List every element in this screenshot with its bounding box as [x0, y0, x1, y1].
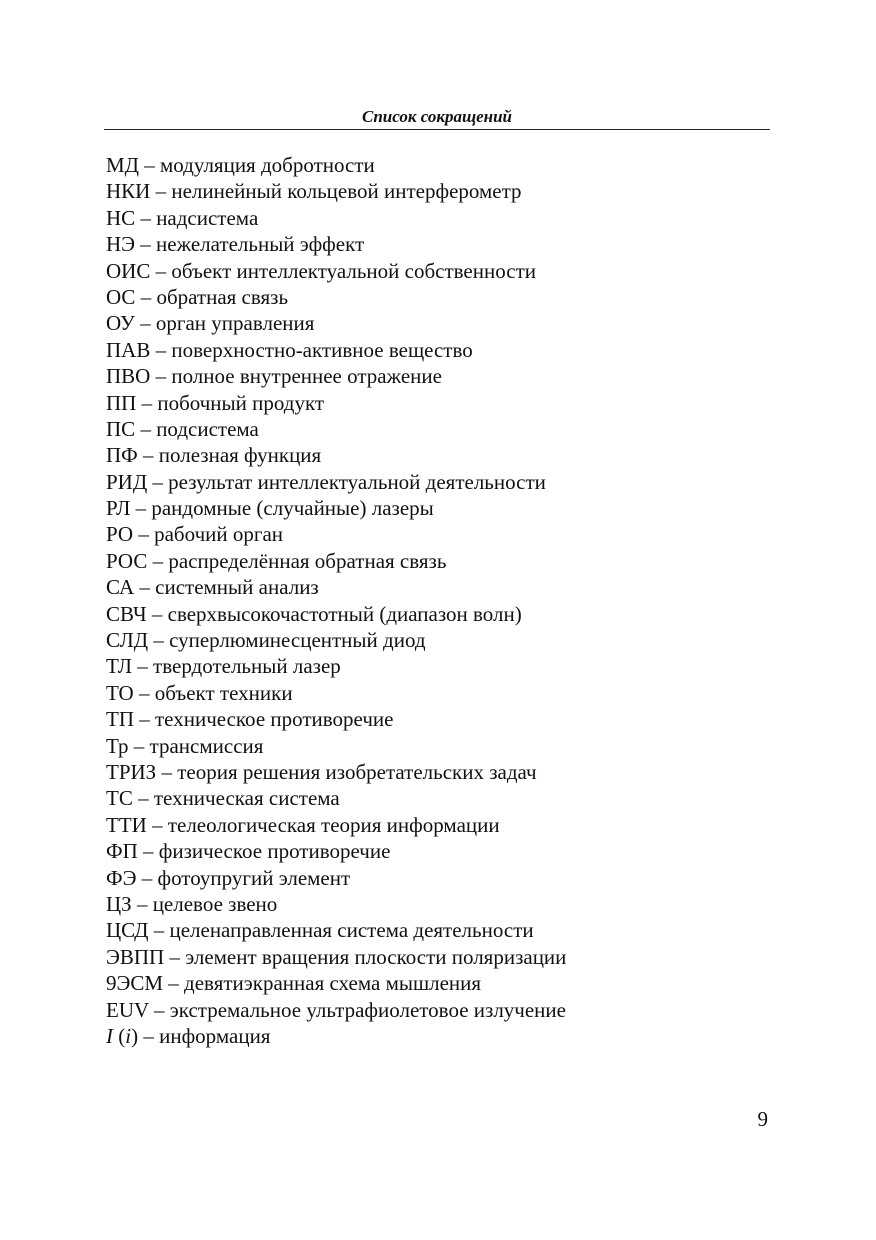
running-header — [104, 104, 770, 130]
abbr-term: ПВО — [106, 364, 151, 389]
abbr-separator: – — [148, 997, 170, 1022]
list-item — [106, 891, 770, 917]
list-item — [106, 917, 770, 943]
abbr-term: СЛД — [106, 628, 149, 653]
abbr-definition: распределённая обратная связь — [168, 548, 447, 573]
abbr-term: ЦЗ — [106, 891, 132, 916]
abbr-separator: – — [150, 258, 172, 283]
abbr-definition: твердотельный лазер — [153, 654, 341, 679]
list-item — [106, 944, 770, 970]
abbr-separator: – — [128, 733, 150, 758]
abbr-definition: нежелательный эффект — [156, 232, 365, 257]
abbr-term: МД — [106, 153, 139, 177]
abbr-definition: рандомные (случайные) лазеры — [151, 496, 434, 521]
list-item — [106, 706, 770, 732]
list-item — [106, 680, 770, 706]
abbr-separator: – — [132, 654, 154, 679]
abbr-separator: – — [134, 707, 155, 732]
abbr-term: НС — [106, 205, 136, 230]
abbr-term: ФП — [106, 839, 138, 864]
abbr-term: ТРИЗ — [106, 759, 157, 784]
abbr-term: ТТИ — [106, 812, 147, 837]
list-item — [106, 627, 770, 653]
abbr-definition: полное внутреннее отражение — [171, 364, 442, 389]
abbr-term: 9ЭСМ — [106, 971, 164, 996]
abbr-definition: элемент вращения плоскости поляризации — [185, 944, 567, 969]
abbr-separator: – — [148, 918, 170, 943]
list-item — [106, 363, 770, 389]
abbr-definition: теория решения изобретательских задач — [177, 759, 537, 784]
abbr-term: ПС — [106, 416, 136, 441]
abbr-separator: – — [163, 971, 185, 996]
abbr-separator: – — [130, 496, 152, 521]
list-item — [106, 653, 770, 679]
list-item — [106, 442, 770, 468]
abbr-definition: экстремальное ультрафиолетовое излучение — [169, 997, 566, 1022]
abbr-separator: – — [137, 839, 159, 864]
list-item — [106, 469, 770, 495]
abbr-term: РИД — [106, 469, 148, 494]
abbr-definition: побочный продукт — [157, 390, 325, 415]
abbr-definition: модуляция добротности — [160, 153, 375, 177]
abbr-definition: обратная связь — [156, 284, 289, 309]
abbr-definition: подсистема — [156, 416, 259, 441]
abbr-separator: – — [131, 891, 153, 916]
list-item — [106, 178, 770, 204]
abbr-separator: – — [147, 548, 169, 573]
list-item — [106, 997, 770, 1023]
list-item — [106, 838, 770, 864]
abbr-definition: техническая система — [153, 786, 340, 811]
abbr-separator: – — [150, 337, 172, 362]
abbreviation-list — [106, 152, 770, 1049]
list-item — [106, 310, 770, 336]
abbr-definition: нелинейный кольцевой интерферометр — [171, 179, 522, 204]
list-item — [106, 601, 770, 627]
abbr-separator: – — [134, 311, 156, 336]
list-item — [106, 390, 770, 416]
abbr-separator: – — [150, 364, 172, 389]
abbr-separator: – — [164, 944, 186, 969]
abbr-term: НКИ — [106, 179, 151, 204]
abbr-term: НЭ — [106, 232, 136, 257]
abbr-definition: техническое противоречие — [155, 707, 394, 732]
abbr-term: ЭВПП — [106, 944, 165, 969]
abbr-term: СВЧ — [106, 601, 147, 626]
abbr-term: ОУ — [106, 311, 135, 336]
abbr-term: ПП — [106, 390, 137, 415]
list-item — [106, 258, 770, 284]
list-item — [106, 337, 770, 363]
list-item — [106, 416, 770, 442]
list-item — [106, 548, 770, 574]
abbr-definition: целенаправленная система деятельности — [169, 918, 534, 943]
abbr-separator: – — [135, 284, 157, 309]
abbr-separator: – — [135, 205, 157, 230]
list-item — [106, 521, 770, 547]
abbr-definition: орган управления — [155, 311, 315, 336]
abbr-definition: объект интеллектуальной собственности — [171, 258, 536, 283]
list-item-information — [106, 1023, 770, 1049]
abbr-term: ПФ — [106, 443, 138, 468]
abbr-term: EUV — [106, 997, 149, 1022]
abbr-separator: – — [150, 179, 172, 204]
abbr-separator: – — [135, 416, 157, 441]
abbr-term: ЦСД — [106, 918, 149, 943]
abbr-definition: целевое звено — [152, 891, 278, 916]
list-item — [106, 812, 770, 838]
abbr-term: ТП — [106, 707, 134, 732]
abbr-definition: полезная функция — [158, 443, 322, 468]
abbr-definition: сверхвысокочастотный (диапазон волн) — [167, 601, 522, 626]
abbr-term: РЛ — [106, 496, 131, 521]
abbr-term-lower: i — [125, 1023, 132, 1048]
abbr-separator: – — [146, 601, 168, 626]
abbr-separator: – — [134, 575, 156, 600]
list-item — [106, 574, 770, 600]
list-item — [106, 231, 770, 257]
list-item — [106, 205, 770, 231]
abbr-term: ТС — [106, 786, 133, 811]
abbr-term: РО — [106, 522, 134, 547]
abbr-separator: – — [132, 786, 154, 811]
abbr-definition: результат интеллектуальной деятельности — [168, 469, 546, 494]
abbr-separator: – — [147, 469, 169, 494]
header-title: Список сокращений — [361, 107, 513, 126]
abbr-separator: – — [146, 812, 168, 837]
abbr-definition: фотоупругий элемент — [157, 865, 351, 890]
abbr-paren-open: ( — [113, 1023, 126, 1048]
abbr-term: ОИС — [106, 258, 151, 283]
abbr-separator: – — [156, 759, 178, 784]
abbr-definition: физическое противоречие — [158, 839, 391, 864]
list-item — [106, 865, 770, 891]
list-item — [106, 495, 770, 521]
list-item — [106, 785, 770, 811]
list-item — [106, 970, 770, 996]
abbr-separator: – — [139, 153, 160, 177]
abbr-definition: девятиэкранная схема мышления — [184, 971, 482, 996]
page-number: 9 — [757, 1107, 768, 1131]
abbr-paren-close: ) — [131, 1023, 139, 1048]
abbr-definition: объект техники — [154, 680, 293, 705]
abbr-separator: – — [136, 865, 158, 890]
abbr-term: РОС — [106, 548, 148, 573]
abbr-definition: информация — [159, 1023, 271, 1048]
abbr-definition: поверхностно-активное вещество — [171, 337, 473, 362]
abbr-separator: – — [138, 1023, 160, 1048]
abbr-definition: системный анализ — [155, 575, 319, 600]
abbr-term: ОС — [106, 284, 136, 309]
abbr-separator: – — [133, 522, 155, 547]
abbr-definition: надсистема — [156, 205, 259, 230]
abbr-term: ФЭ — [106, 865, 137, 890]
abbr-definition: трансмиссия — [149, 733, 264, 758]
abbr-term: СА — [106, 575, 135, 600]
abbr-separator: – — [148, 628, 170, 653]
abbr-separator: – — [137, 443, 159, 468]
abbr-separator: – — [133, 680, 155, 705]
abbr-term: Тр — [106, 733, 129, 758]
list-item — [106, 759, 770, 785]
list-item — [106, 284, 770, 310]
abbr-definition: суперлюминесцентный диод — [169, 628, 426, 653]
abbr-term: ТЛ — [106, 654, 133, 679]
abbr-definition: рабочий орган — [154, 522, 284, 547]
abbr-term: ТО — [106, 680, 134, 705]
abbr-term-upper: I — [106, 1023, 113, 1048]
abbr-separator: – — [136, 390, 158, 415]
abbr-term: ПАВ — [106, 337, 151, 362]
abbr-separator: – — [135, 232, 157, 257]
list-item — [106, 733, 770, 759]
abbr-definition: телеологическая теория информации — [167, 812, 500, 837]
list-item — [106, 152, 770, 178]
